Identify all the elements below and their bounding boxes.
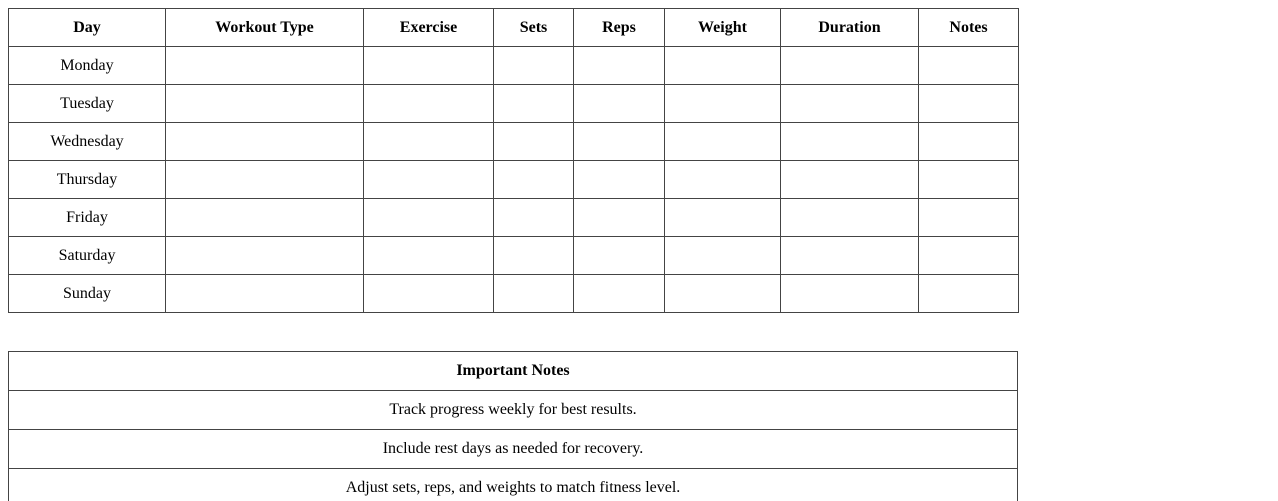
- table-row: [9, 161, 1019, 199]
- notes-title: Important Notes: [9, 352, 1018, 391]
- reps-cell[interactable]: [574, 85, 665, 123]
- reps-cell[interactable]: [574, 123, 665, 161]
- header-notes: Notes: [919, 9, 1019, 47]
- sets-cell[interactable]: [494, 85, 574, 123]
- header-sets: Sets: [494, 9, 574, 47]
- exercise-cell[interactable]: [364, 161, 494, 199]
- weight-cell[interactable]: [665, 123, 781, 161]
- workout-type-cell[interactable]: [166, 85, 364, 123]
- day-cell: Friday: [9, 199, 166, 237]
- notes-cell[interactable]: [919, 123, 1019, 161]
- exercise-cell[interactable]: [364, 275, 494, 313]
- exercise-cell[interactable]: [364, 47, 494, 85]
- table-row: [9, 199, 1019, 237]
- reps-cell[interactable]: [574, 237, 665, 275]
- duration-cell[interactable]: [781, 123, 919, 161]
- note-row: [9, 430, 1018, 469]
- day-cell: Thursday: [9, 161, 166, 199]
- notes-cell[interactable]: [919, 85, 1019, 123]
- day-cell: Tuesday: [9, 85, 166, 123]
- note-text: Include rest days as needed for recovery.: [9, 430, 1018, 469]
- reps-cell[interactable]: [574, 275, 665, 313]
- table-row: [9, 275, 1019, 313]
- header-day: Day: [9, 9, 166, 47]
- notes-cell[interactable]: [919, 275, 1019, 313]
- notes-header-row: [9, 352, 1018, 391]
- reps-cell[interactable]: [574, 161, 665, 199]
- sets-cell[interactable]: [494, 237, 574, 275]
- weight-cell[interactable]: [665, 85, 781, 123]
- workout-type-cell[interactable]: [166, 123, 364, 161]
- table-row: [9, 237, 1019, 275]
- day-cell: Saturday: [9, 237, 166, 275]
- notes-cell[interactable]: [919, 237, 1019, 275]
- notes-cell[interactable]: [919, 199, 1019, 237]
- note-row: [9, 469, 1018, 501]
- exercise-cell[interactable]: [364, 85, 494, 123]
- weight-cell[interactable]: [665, 237, 781, 275]
- workout-type-cell[interactable]: [166, 199, 364, 237]
- day-cell: Monday: [9, 47, 166, 85]
- duration-cell[interactable]: [781, 47, 919, 85]
- reps-cell[interactable]: [574, 47, 665, 85]
- table-row: [9, 85, 1019, 123]
- weight-cell[interactable]: [665, 275, 781, 313]
- workout-type-cell[interactable]: [166, 161, 364, 199]
- header-duration: Duration: [781, 9, 919, 47]
- reps-cell[interactable]: [574, 199, 665, 237]
- important-notes-table: [8, 351, 1018, 501]
- workout-type-cell[interactable]: [166, 47, 364, 85]
- weight-cell[interactable]: [665, 199, 781, 237]
- exercise-cell[interactable]: [364, 199, 494, 237]
- exercise-cell[interactable]: [364, 123, 494, 161]
- day-cell: Sunday: [9, 275, 166, 313]
- workout-plan-table: [8, 8, 1019, 313]
- header-exercise: Exercise: [364, 9, 494, 47]
- sets-cell[interactable]: [494, 123, 574, 161]
- duration-cell[interactable]: [781, 85, 919, 123]
- duration-cell[interactable]: [781, 237, 919, 275]
- table-row: [9, 123, 1019, 161]
- exercise-cell[interactable]: [364, 237, 494, 275]
- note-text: Track progress weekly for best results.: [9, 391, 1018, 430]
- sets-cell[interactable]: [494, 161, 574, 199]
- header-reps: Reps: [574, 9, 665, 47]
- workout-type-cell[interactable]: [166, 237, 364, 275]
- sets-cell[interactable]: [494, 47, 574, 85]
- duration-cell[interactable]: [781, 161, 919, 199]
- weight-cell[interactable]: [665, 161, 781, 199]
- note-row: [9, 391, 1018, 430]
- sets-cell[interactable]: [494, 199, 574, 237]
- header-weight: Weight: [665, 9, 781, 47]
- note-text: Adjust sets, reps, and weights to match fitness level.: [9, 469, 1018, 501]
- weight-cell[interactable]: [665, 47, 781, 85]
- workout-type-cell[interactable]: [166, 275, 364, 313]
- duration-cell[interactable]: [781, 275, 919, 313]
- duration-cell[interactable]: [781, 199, 919, 237]
- table-row: [9, 47, 1019, 85]
- header-workout-type: Workout Type: [166, 9, 364, 47]
- day-cell: Wednesday: [9, 123, 166, 161]
- notes-cell[interactable]: [919, 161, 1019, 199]
- header-row: [9, 9, 1019, 47]
- notes-cell[interactable]: [919, 47, 1019, 85]
- sets-cell[interactable]: [494, 275, 574, 313]
